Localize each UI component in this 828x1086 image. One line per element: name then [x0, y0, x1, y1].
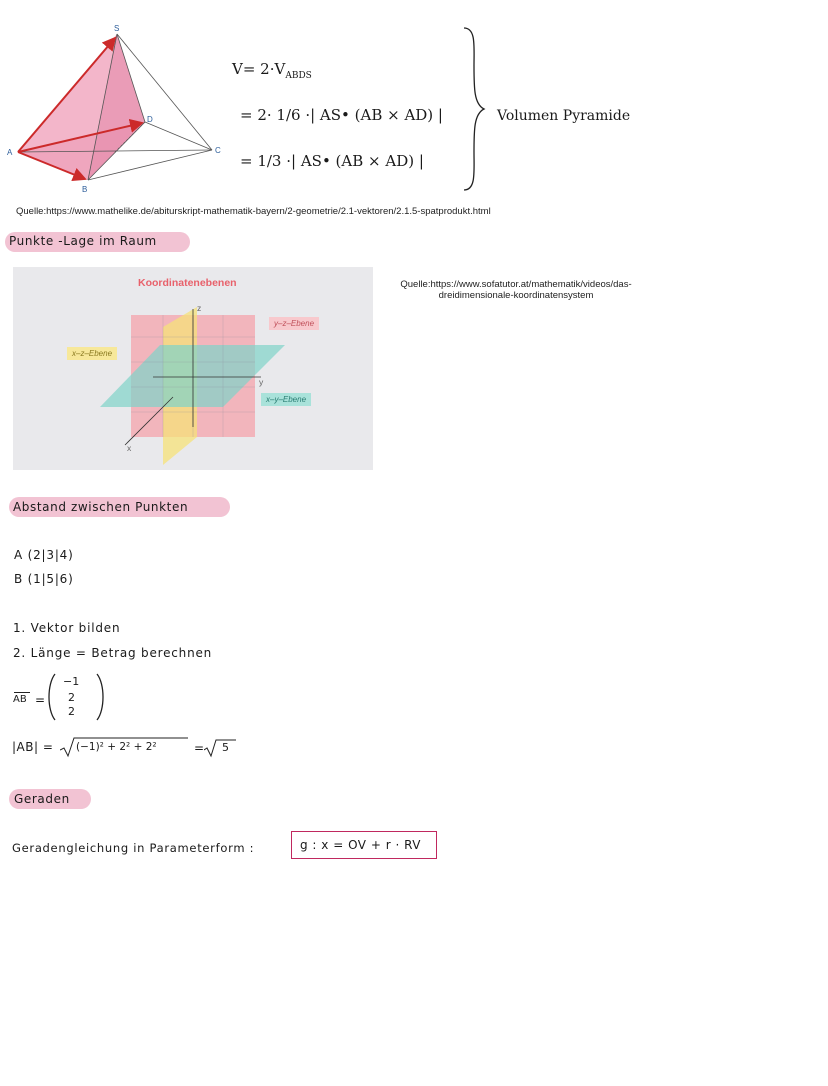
volume-line-3: = 1/3 ·| AS• (AB × AD) |: [240, 152, 424, 170]
point-b: B (1|5|6): [14, 572, 74, 586]
vector-ab-name: AB: [13, 694, 27, 705]
geraden-label: Geradengleichung in Parameterform :: [12, 841, 255, 855]
source-link-2-line-1: Quelle:https://www.sofatutor.at/mathematik/videos/das-: [400, 279, 632, 290]
point-a: A (2|3|4): [14, 548, 74, 562]
length-line: [12, 736, 252, 762]
edge-dc: [145, 122, 212, 150]
heading-abstand: Abstand zwischen Punkten: [13, 500, 189, 514]
source-link-1[interactable]: Quelle:https://www.mathelike.de/abiturskript-mathematik-bayern/2-geometrie/2.1-vektoren/2.1.5-spatprodukt.html: [16, 206, 491, 217]
step-2: 2. Länge = Betrag berechnen: [13, 646, 213, 660]
vector-ab-brackets: [45, 672, 115, 722]
coordinate-image-title: Koordinatenebenen: [138, 277, 237, 289]
length-lhs: |AB| =: [12, 740, 54, 754]
volume-line-1: [232, 60, 312, 81]
sqrt-sign-result: [204, 738, 238, 760]
vector-ab-v3: 2: [68, 705, 75, 718]
volume-line-1-sub: ABDS: [285, 71, 312, 81]
source-link-2[interactable]: [381, 279, 651, 301]
vertex-label-c: C: [215, 146, 221, 155]
pyramid-figure: [0, 22, 235, 194]
vertex-label-b: B: [82, 185, 88, 194]
vertex-label-s: S: [114, 24, 120, 33]
vector-ab-v1: −1: [63, 675, 80, 688]
source-link-2-line-2: dreidimensionale-koordinatensystem: [438, 290, 594, 301]
plane-xy: [100, 345, 285, 407]
vector-ab-block: [13, 672, 113, 722]
axis-label-x: x: [127, 443, 132, 453]
axis-label-y: y: [259, 377, 264, 387]
vector-ab-arrow: [14, 692, 30, 693]
heading-lage: Punkte -Lage im Raum: [9, 234, 157, 248]
volume-line-2: = 2· 1/6 ·| AS• (AB × AD) |: [240, 106, 443, 124]
label-xz-plane: x–z–Ebene: [67, 347, 117, 360]
geraden-formula: g : x = OV + r · RV: [300, 838, 421, 852]
step-1: 1. Vektor bilden: [13, 621, 121, 635]
vector-ab-v2: 2: [68, 691, 75, 704]
coordinate-planes-svg: [13, 267, 373, 470]
curly-brace: [460, 26, 490, 192]
coordinate-image: [13, 267, 373, 470]
length-radicand: (−1)² + 2² + 2²: [76, 741, 157, 753]
heading-geraden: Geraden: [14, 792, 70, 806]
vector-ab-eq: =: [35, 693, 46, 707]
length-eq: =: [194, 741, 205, 755]
label-yz-plane: y–z–Ebene: [269, 317, 319, 330]
vertex-label-a: A: [7, 148, 13, 157]
label-xy-plane: x–y–Ebene: [261, 393, 311, 406]
volume-line-1-text: V= 2·V: [232, 60, 286, 78]
axis-label-z: z: [197, 303, 202, 313]
vertex-label-d: D: [147, 115, 153, 124]
geraden-formula-box: [291, 831, 437, 859]
volume-label: Volumen Pyramide: [497, 108, 631, 124]
length-result: 5: [222, 741, 229, 754]
